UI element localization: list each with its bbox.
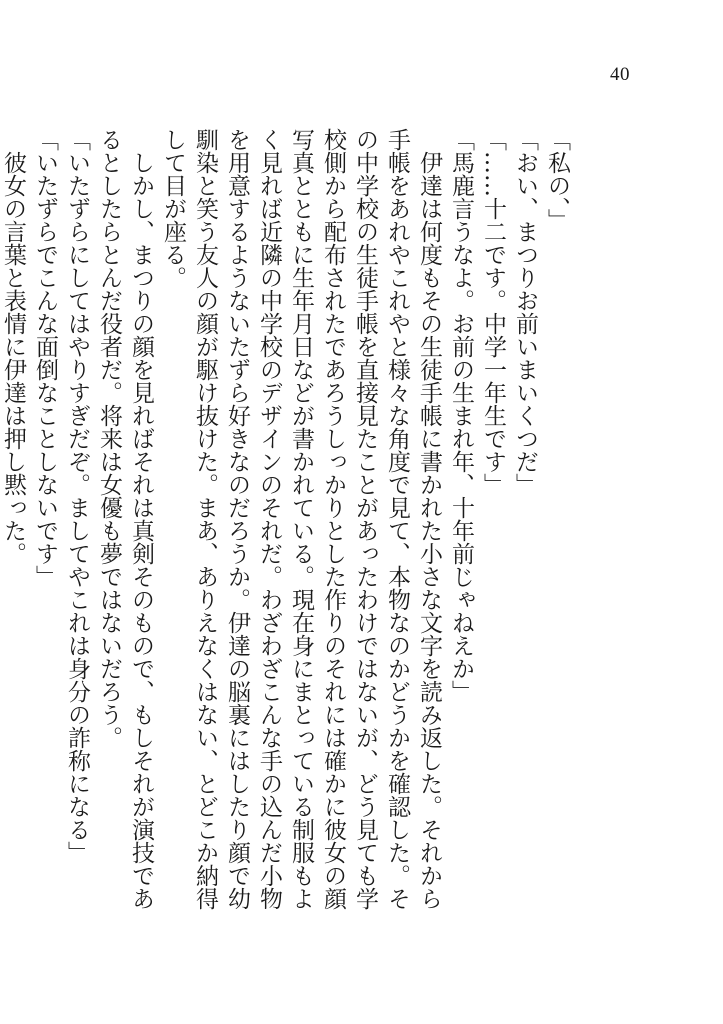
vertical-text-body (0, 128, 573, 928)
paragraph: 「いたずらでこんな面倒なことしないです」 (32, 128, 58, 588)
paragraph: しかし、まつりの顔を見ればそれは真剣そのもので、もしそれが演技であるとしたらとんだ役者だ。将来は女優も夢ではないだろう。 (96, 128, 154, 910)
paragraph: 彼女の言葉と表情に伊達は押し黙った。 (0, 128, 26, 565)
paragraph: 「私の、」 (544, 128, 570, 232)
paragraph: 伊達は何度もその生徒手帳に書かれた小さな文字を読み返した。それから手帳をあれやこれやと様々な角度で見て、本物なのかどうかを確認した。その中学校の生徒手帳を直接見たことがあったわけではないが、どう見ても学校側から配布されたであろうしっかりとした作りのそれには確かに彼女の顔写真とともに生年月日などが書かれている。現在身にまとっている制服もよく見れば近隣の中学校のデザインのそれだ。わざわざこんな手の込んだ小物を用意するようないたずら好きなのだろうか。伊達の脳裏にはしたり顔で幼馴染と笑う友人の顔が駆け抜けた。まあ、ありえなくはない、とどこか納得して目が座る。 (160, 128, 442, 910)
paragraph: 「いたずらにしてはやりすぎだぞ。ましてやこれは身分の詐称になる」 (64, 128, 90, 864)
paragraph: 「おい、まつりお前いまいくつだ」 (512, 128, 538, 496)
page-number: 40 (610, 64, 630, 85)
paragraph: 「馬鹿言うなよ。お前の生まれ年、十年前じゃねえか」 (448, 128, 474, 703)
paragraph: 「……十二です。中学一年生です」 (480, 128, 506, 496)
